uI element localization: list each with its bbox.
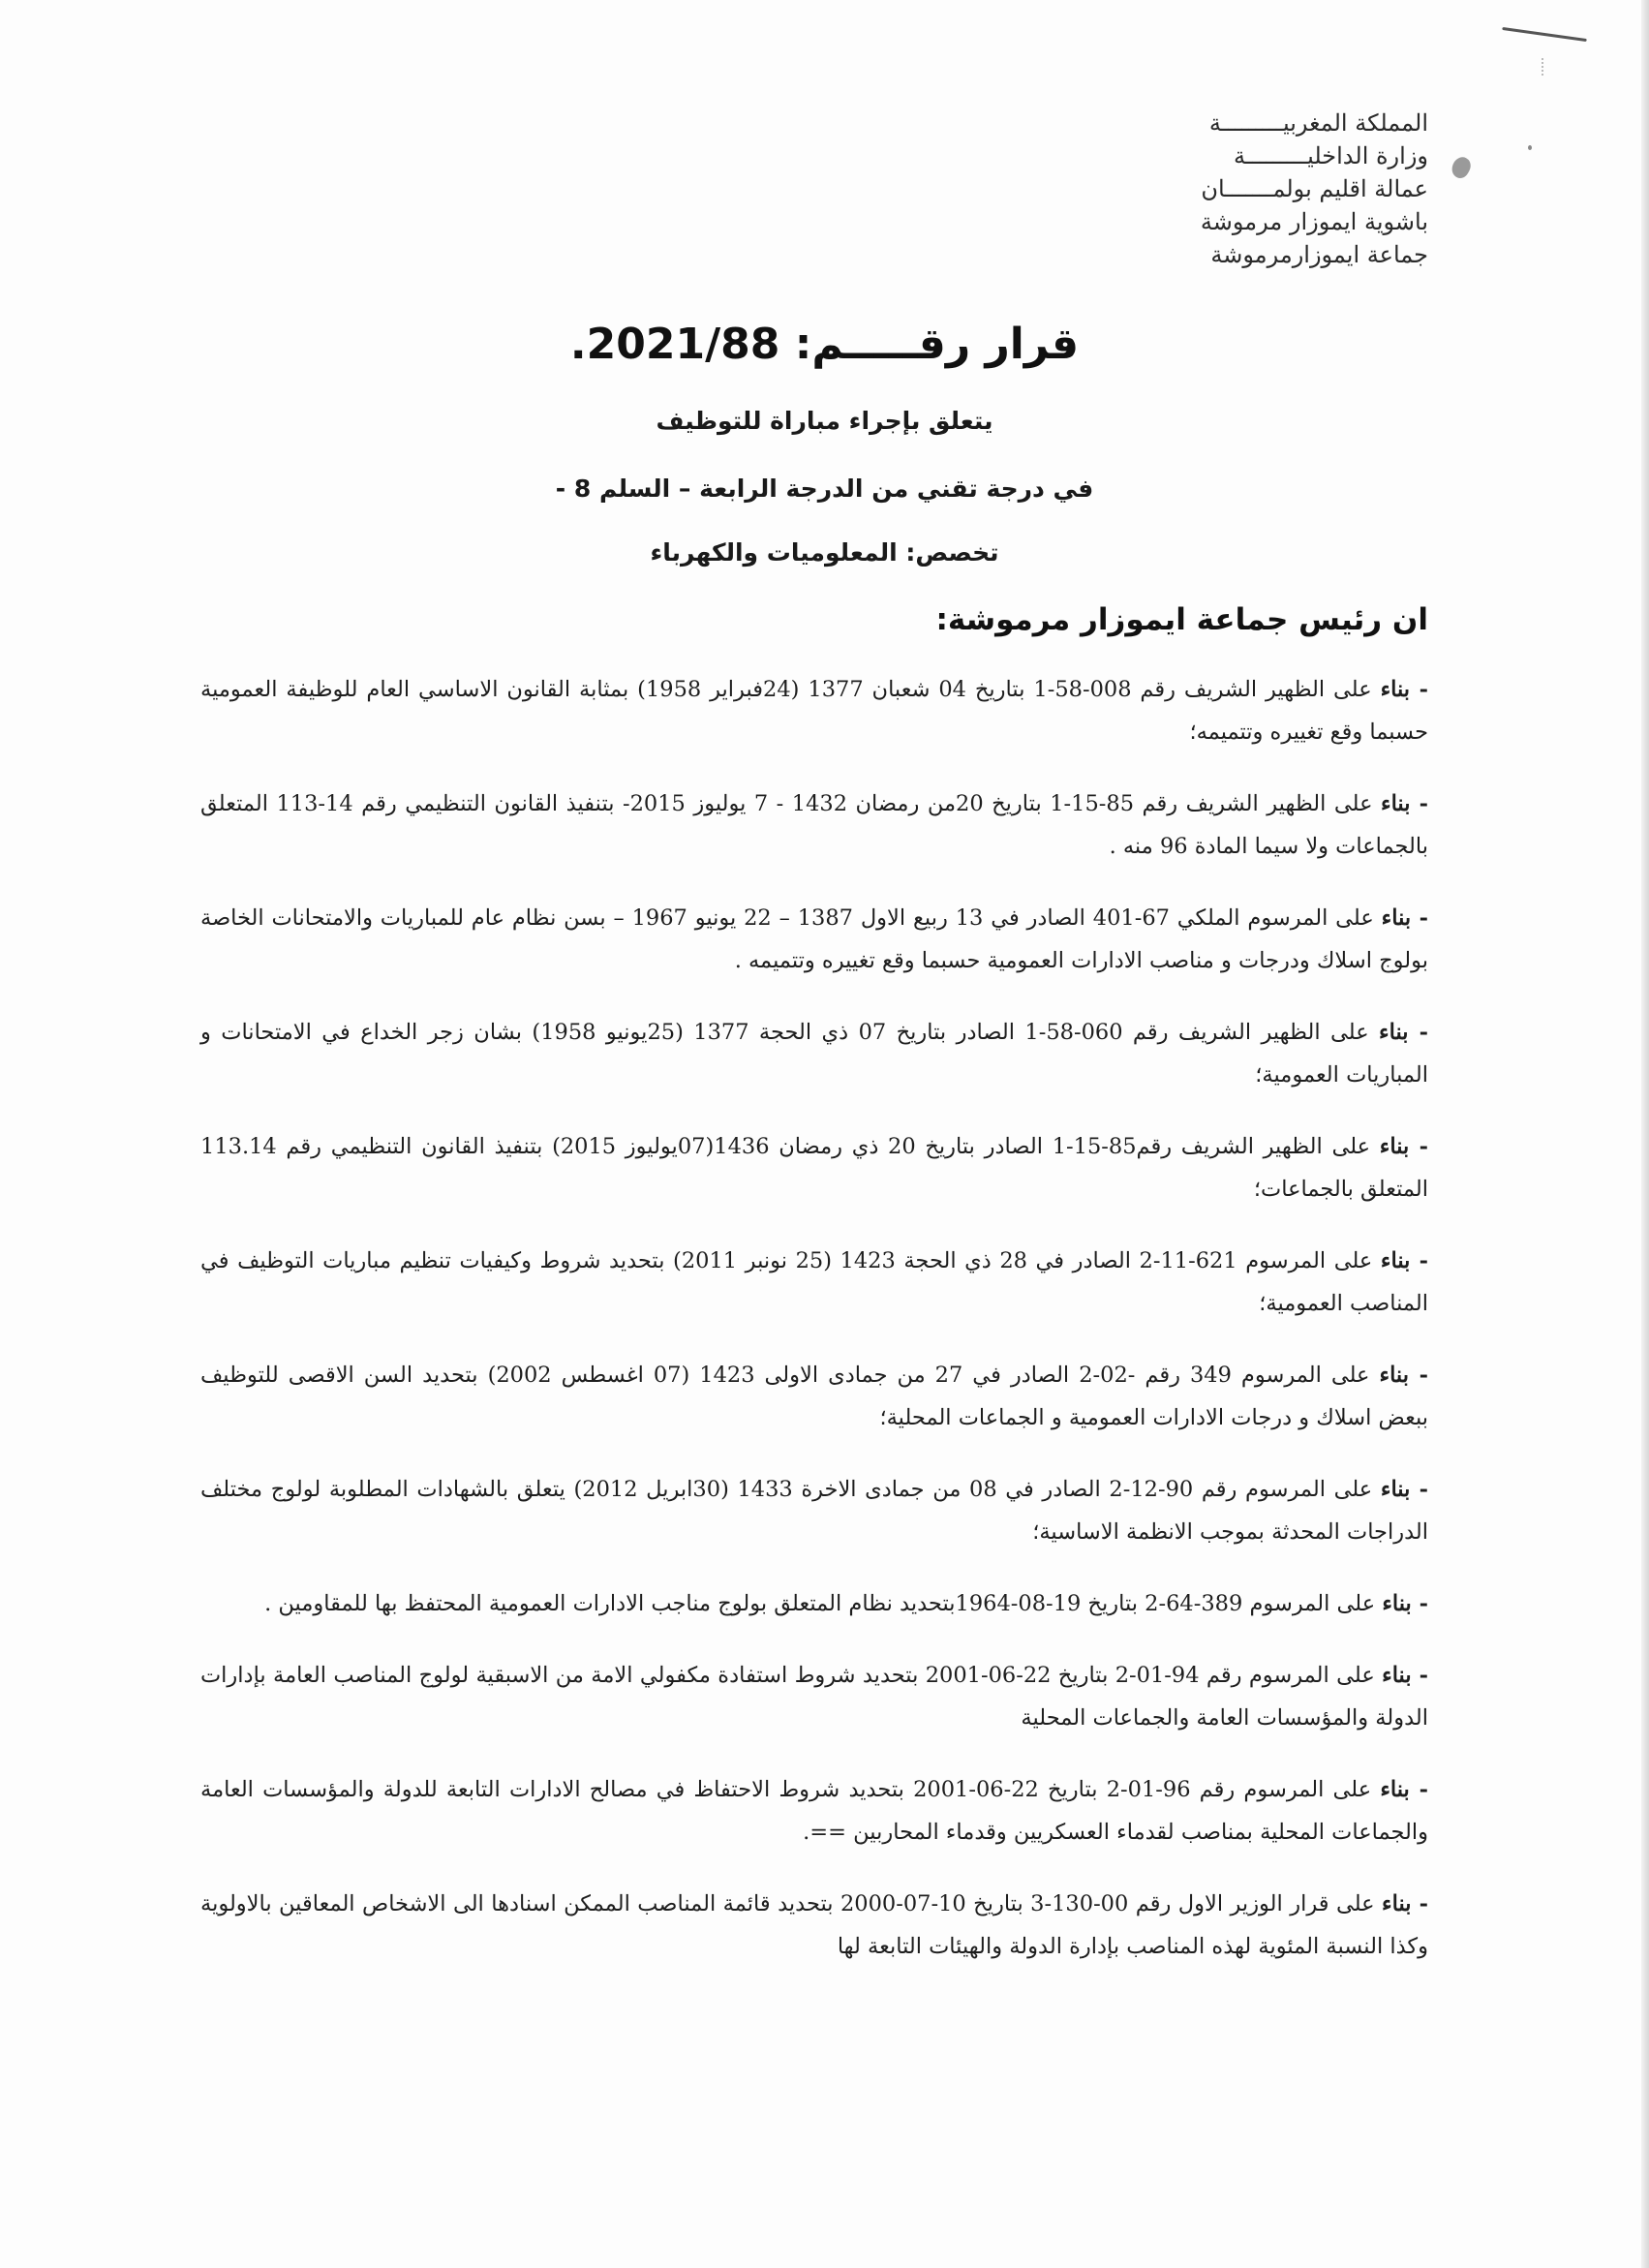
clause-lead: - بناء [1379, 1134, 1428, 1159]
clause-lead: - بناء [1380, 1248, 1428, 1273]
decision-title: قرار رقـــــم: 2021/88. [569, 320, 1080, 369]
subtitle-subject: يتعلق بإجراء مباراة للتوظيف [656, 407, 993, 435]
ink-spot [1528, 145, 1532, 150]
clause-text: على المرسوم رقم 90-12-2 الصادر في 08 من جمادى الاخرة 1433 (30ابريل 2012) يتعلق بالشهادات المطلوبة لولوج مختلف الدراجات المحدثة بموجب الانظمة الاساسية؛ [200, 1477, 1428, 1545]
clauses-list [200, 668, 1428, 1997]
clause-text: على الظهير الشريف رقم85-15-1 الصادر بتاريخ 20 ذي رمضان 1436(07يوليوز 2015) بتنفيذ القانون التنظيمي رقم 113.14 المتعلق بالجماعات؛ [200, 1134, 1428, 1202]
scan-mark [1502, 27, 1587, 42]
clause [200, 668, 1428, 753]
clause-text: على المرسوم 349 رقم -02-2 الصادر في 27 من جمادى الاولى 1423 (07 اغسطس 2002) بتحديد السن الاقصى للتوظيف ببعض اسلاك و درجات الادارات العمومية و الجماعات المحلية؛ [200, 1363, 1428, 1430]
clause-lead: - بناء [1380, 791, 1428, 816]
clause [200, 1354, 1428, 1439]
subtitle-grade: في درجة تقني من الدرجة الرابعة – السلم 8 - [555, 475, 1094, 503]
clause-text: على المرسوم رقم 96-01-2 بتاريخ 22-06-2001 بتحديد شروط الاحتفاظ في مصالح الادارات التابعة للدولة والمؤسسات العامة والجماعات المحلية بمناصب لقدماء العسكريين وقدماء المحاربين ==. [200, 1777, 1428, 1845]
clause [200, 1468, 1428, 1553]
header-line-kingdom: المملكة المغربيـــــــــة [1208, 109, 1428, 137]
clause [200, 897, 1428, 982]
header-line-prefecture: عمالة اقليم بولمـــــــان [1201, 175, 1428, 202]
clause [200, 1768, 1428, 1854]
header-line-ministry: وزارة الداخليـــــــــة [1233, 142, 1428, 169]
ink-blot [1449, 154, 1475, 181]
clause [200, 1125, 1428, 1211]
clause-lead: - بناء [1381, 905, 1428, 931]
clause [200, 782, 1428, 868]
scan-dots [1542, 58, 1545, 76]
clause-text: على الظهير الشريف رقم 85-15-1 بتاريخ 20من رمضان 1432 - 7 يوليوز 2015- بتنفيذ القانون التنظيمي رقم 14-113 المتعلق بالجماعات ولا سيما المادة 96 منه . [200, 791, 1428, 859]
clause-text: على المرسوم رقم 94-01-2 بتاريخ 22-06-2001 بتحديد شروط استفادة مكفولي الامة من الاسبقية لولوج المناصب العامة بإدارات الدولة والمؤسسات العامة والجماعات المحلية [200, 1663, 1428, 1731]
clause-text: على الظهير الشريف رقم 008-58-1 بتاريخ 04 شعبان 1377 (24فبراير 1958) بمثابة القانون الاساسي العام للوظيفة العمومية حسبما وقع تغييره وتتميمه؛ [200, 677, 1428, 745]
subtitle-specialty: تخصص: المعلوميات والكهرباء [650, 538, 999, 567]
clause-text: على قرار الوزير الاول رقم 00-130-3 بتاريخ 10-07-2000 بتحديد قائمة المناصب الممكن اسنادها الى الاشخاص المعاقين بالاولوية وكذا النسبة المئوية لهذه المناصب بإدارة الدولة والهيئات التابعة لها [200, 1891, 1428, 1959]
clause-lead: - بناء [1379, 1363, 1428, 1388]
clause-text: على المرسوم 389-64-2 بتاريخ 19-08-1964بتحديد نظام المتعلق بولوج مناجب الادارات العمومية المحتفظ بها للمقاومين . [264, 1591, 1383, 1616]
header-line-commune: جماعة ايموزارمرموشة [1210, 241, 1428, 268]
clause-text: على المرسوم 621-11-2 الصادر في 28 ذي الحجة 1423 (25 نونبر 2011) بتحديد شروط وكيفيات تنظيم مباريات التوظيف في المناصب العمومية؛ [200, 1248, 1428, 1316]
clause [200, 1011, 1428, 1096]
clause-text: على الظهير الشريف رقم 060-58-1 الصادر بتاريخ 07 ذي الحجة 1377 (25يونيو 1958) بشان زجر الخداع في الامتحانات و المباريات العمومية؛ [200, 1020, 1428, 1088]
clause-lead: - بناء [1382, 1663, 1428, 1688]
clause [200, 1654, 1428, 1739]
clause-lead: - بناء [1382, 1891, 1428, 1916]
preamble: ان رئيس جماعة ايموزار مرموشة: [935, 602, 1428, 637]
clause [200, 1883, 1428, 1968]
clause [200, 1582, 1428, 1625]
clause-lead: - بناء [1382, 1591, 1428, 1616]
clause-lead: - بناء [1380, 1477, 1428, 1502]
administrative-header [1022, 107, 1428, 271]
clause-text: على المرسوم الملكي 67-401 الصادر في 13 ربيع الاول 1387 – 22 يونيو 1967 – بسن نظام عام للمباريات والامتحانات الخاصة بولوج اسلاك ودرجات و مناصب الادارات العمومية حسبما وقع تغييره وتتميمه . [200, 905, 1428, 973]
clause-lead: - بناء [1379, 1020, 1428, 1045]
clause [200, 1240, 1428, 1325]
header-line-pashalik: باشوية ايموزار مرموشة [1200, 208, 1428, 235]
clause-lead: - بناء [1380, 677, 1428, 702]
clause-lead: - بناء [1380, 1777, 1428, 1802]
